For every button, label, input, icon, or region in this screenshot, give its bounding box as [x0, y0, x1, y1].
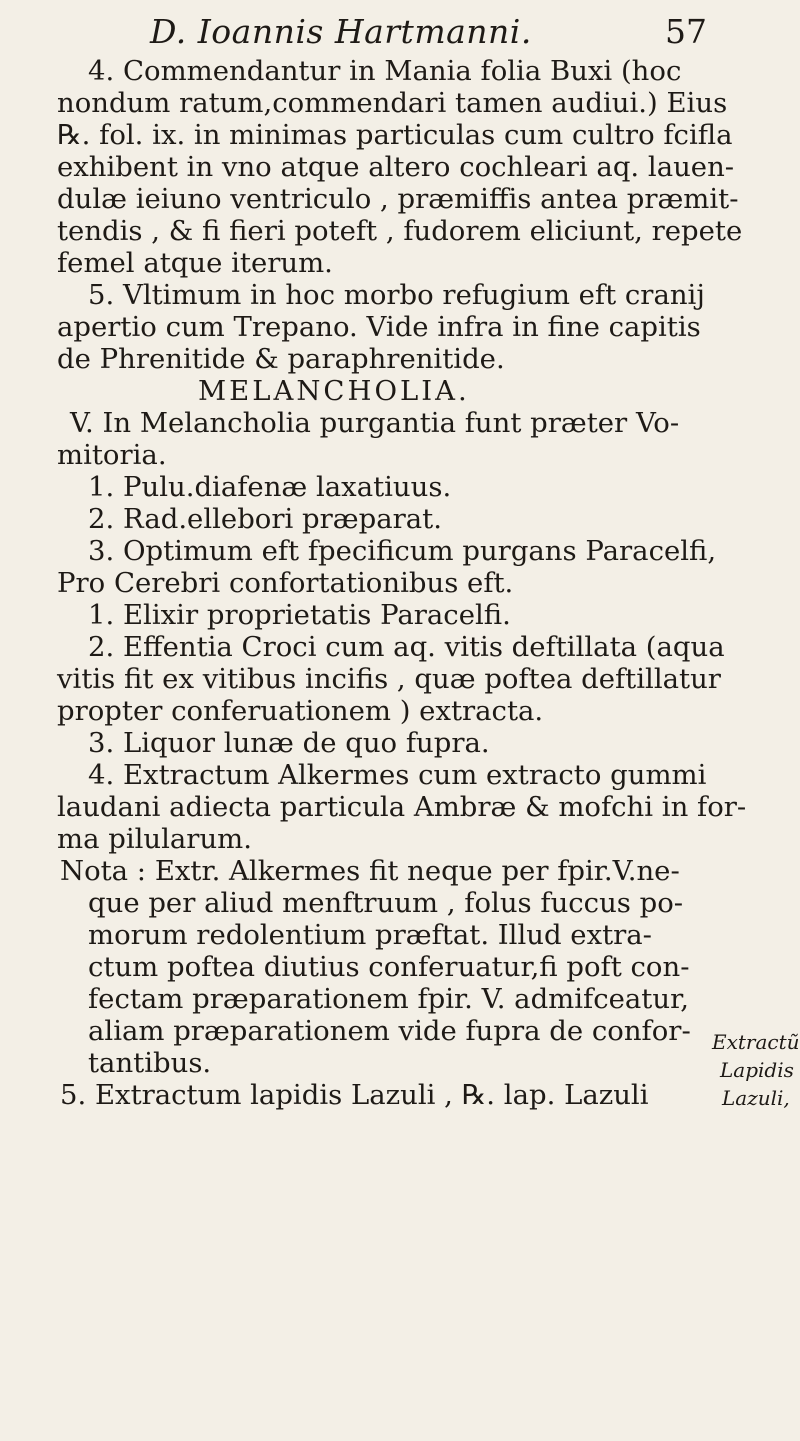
note-line: morum redolentium præftat. Illud extra- — [88, 919, 652, 951]
running-head: D. Ioannis Hartmanni. — [150, 12, 532, 51]
text-line: exhibent in vno atque altero cochleari aq. lauen- — [57, 151, 735, 183]
text-line: de Phrenitide & paraphrenitide. — [57, 343, 505, 375]
text-line: femel atque iterum. — [57, 247, 333, 279]
text-line: 2. Effentia Croci cum aq. vitis deftillata (aqua — [88, 631, 725, 663]
text-line: 1. Elixir proprietatis Paracelfi. — [88, 599, 511, 631]
text-line: ℞. fol. ix. in minimas particulas cum cultro fcifla — [57, 119, 733, 151]
text-line: mitoria. — [57, 439, 167, 471]
page-header — [0, 10, 800, 50]
text-line: 4. Extractum Alkermes cum extracto gummi — [88, 759, 707, 791]
text-line: apertio cum Trepano. Vide infra in fine capitis — [57, 311, 701, 343]
text-line: laudani adiecta particula Ambræ & mofchi in for- — [57, 791, 747, 823]
text-line: dulæ ieiuno ventriculo , præmiffis antea præmit- — [57, 183, 739, 215]
margin-note: Lapidis — [720, 1058, 794, 1082]
text-line: 5. Vltimum in hoc morbo refugium eft cranij — [88, 279, 705, 311]
text-line: propter conferuationem ) extracta. — [57, 695, 544, 727]
text-line: 2. Rad.ellebori præparat. — [88, 503, 442, 535]
text-line: 1. Pulu.diafenæ laxatiuus. — [88, 471, 452, 503]
text-line: ma pilularum. — [57, 823, 252, 855]
margin-note: Lazuli, — [722, 1086, 790, 1110]
text-line: Pro Cerebri confortationibus eft. — [57, 567, 514, 599]
text-line: V. In Melancholia purgantia funt præter Vo- — [70, 407, 680, 439]
note-line: aliam præparationem vide fupra de confor- — [88, 1015, 691, 1047]
section-heading: MELANCHOLIA. — [198, 375, 470, 407]
text-line: 3. Optimum eft fpecificum purgans Paracelfi, — [88, 535, 717, 567]
margin-note: Extractũ — [712, 1030, 800, 1054]
note-line: ctum poftea diutius conferuatur,fi poft con- — [88, 951, 690, 983]
note-line: Nota : Extr. Alkermes fit neque per fpir.V.ne- — [60, 855, 680, 887]
note-line: tantibus. — [88, 1047, 212, 1079]
text-line: nondum ratum,commendari tamen audiui.) Eius — [57, 87, 728, 119]
note-line: fectam præparationem fpir. V. admifceatur, — [88, 983, 689, 1015]
text-line: vitis fit ex vitibus incifis , quæ poftea deftillatur — [57, 663, 721, 695]
text-line: 5. Extractum lapidis Lazuli , ℞. lap. Lazuli — [60, 1079, 649, 1111]
note-line: que per aliud menftruum , folus fuccus po- — [88, 887, 684, 919]
text-line: tendis , & fi fieri poteft , fudorem eliciunt, repete — [57, 215, 743, 247]
page-number: 57 — [665, 12, 707, 51]
text-line: 3. Liquor lunæ de quo fupra. — [88, 727, 490, 759]
text-line: 4. Commendantur in Mania folia Buxi (hoc — [88, 55, 682, 87]
